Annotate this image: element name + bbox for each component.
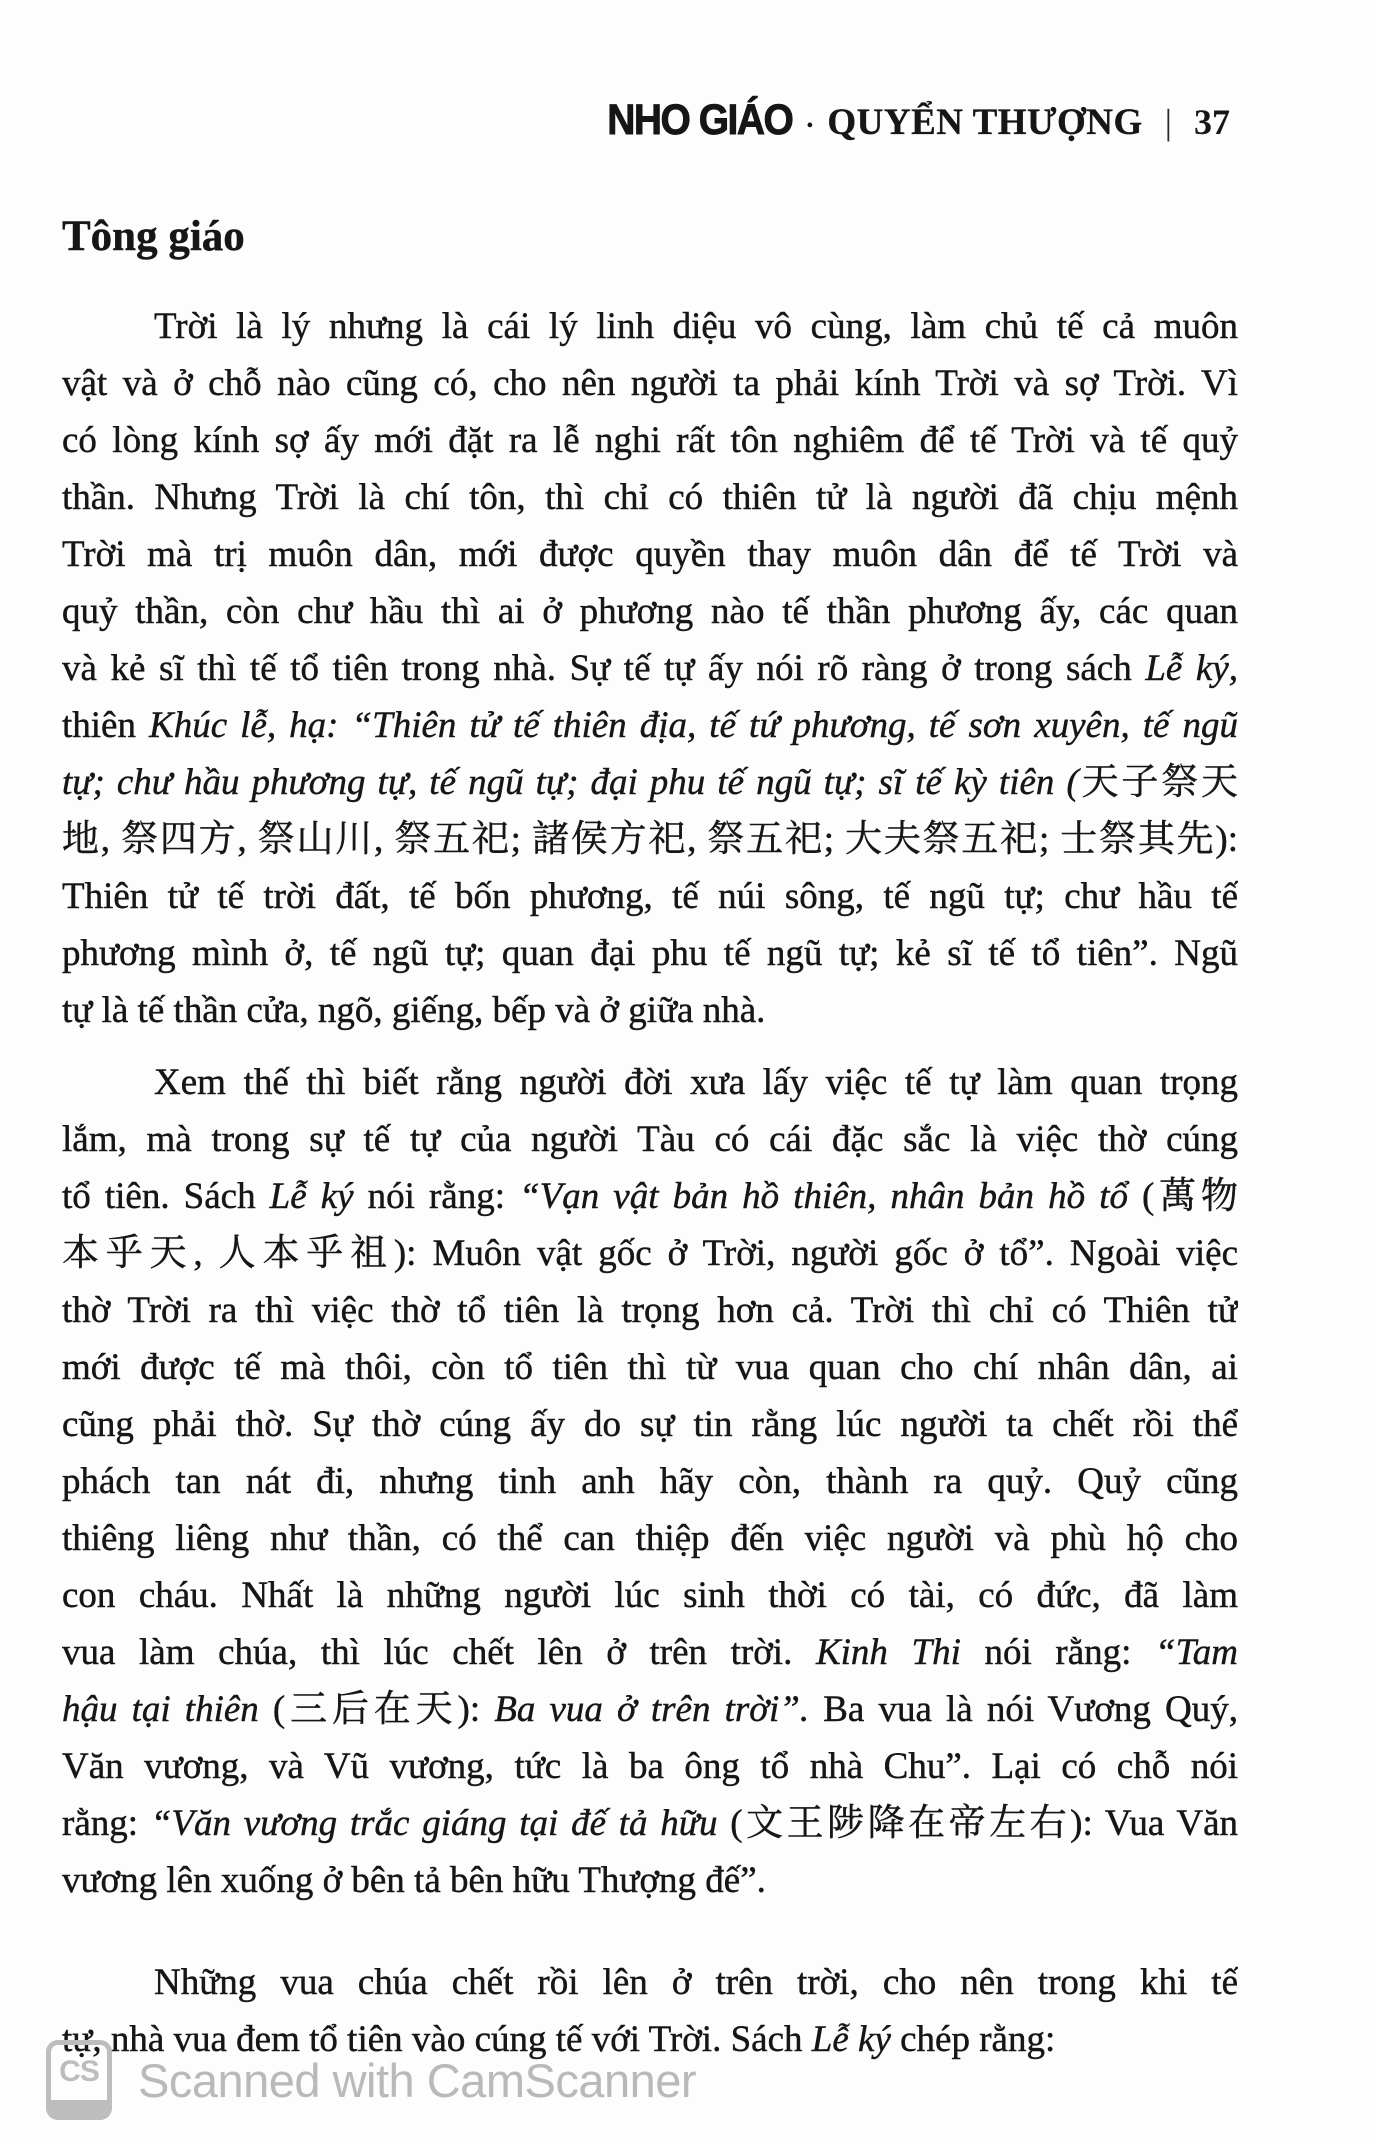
text-segment: tự là tế thần cửa, ngõ, giếng, bếp và ở giữa nhà.: [62, 990, 766, 1031]
book-title: NHO GIÁO: [607, 96, 793, 144]
page-header: [607, 96, 1230, 144]
body-paragraphs: [62, 298, 1238, 2068]
text-line: [62, 1282, 1238, 1339]
text-segment: tự; chư hầu phương tự, tế ngũ tự; đại phu tế ngũ tự; sĩ tế kỳ tiên (: [62, 762, 1079, 803]
dot-separator-icon: •: [806, 114, 814, 137]
text-segment: cũng phải thờ. Sự thờ cúng ấy do sự tin rằng lúc người ta chết rồi thể: [62, 1404, 1238, 1445]
text-segment: có lòng kính sợ ấy mới đặt ra lễ nghi rất tôn nghiêm để tế Trời và tế quỷ: [62, 420, 1238, 461]
text-line: [62, 1396, 1238, 1453]
text-segment: (三后在天):: [272, 1689, 495, 1730]
text-segment: Khúc lễ, hạ: “Thiên tử tế thiên địa, tế tứ phương, tế sơn xuyên, tế ngũ: [149, 705, 1238, 746]
text-line: [62, 355, 1238, 412]
text-segment: nói rằng:: [960, 1632, 1156, 1673]
text-line: [62, 1339, 1238, 1396]
text-segment: Những vua chúa chết rồi lên ở trên trời, cho nên trong khi tế: [154, 1962, 1238, 2003]
text-line: [62, 1738, 1238, 1795]
camscanner-logo-icon: [46, 2040, 112, 2120]
text-segment: và kẻ sĩ thì tế tổ tiên trong nhà. Sự tế tự ấy nói rõ ràng ở trong sách: [62, 648, 1146, 689]
text-segment: rằng:: [62, 1803, 151, 1844]
text-line: [62, 412, 1238, 469]
camscanner-logo-bar: [51, 2100, 107, 2115]
text-line: [62, 469, 1238, 526]
text-segment: vương lên xuống ở bên tả bên hữu Thượng đế”.: [62, 1860, 766, 1901]
text-line: [62, 1054, 1238, 1111]
text-segment: thần. Nhưng Trời là chí tôn, thì chỉ có thiên tử là người đã chịu mệnh: [62, 477, 1238, 518]
text-segment: thiên: [62, 705, 150, 746]
text-segment: 地, 祭四方, 祭山川, 祭五祀; 諸侯方祀, 祭五祀; 大夫祭五祀; 士祭其先):: [62, 819, 1238, 860]
text-segment: Ba vua ở trên trời”.: [494, 1689, 810, 1730]
text-segment: vật và ở chỗ nào cũng có, cho nên người ta phải kính Trời và sợ Trời. Vì: [62, 363, 1238, 404]
text-segment: Trời là lý nhưng là cái lý linh diệu vô cùng, làm chủ tế cả muôn: [154, 306, 1238, 347]
text-line: [62, 1954, 1238, 2011]
text-segment: “Vạn vật bản hồ thiên, nhân bản hồ tổ: [519, 1176, 1143, 1217]
text-segment: vua làm chúa, thì lúc chết lên ở trên trời.: [62, 1632, 816, 1673]
text-line: [62, 1681, 1238, 1738]
text-segment: thiêng liêng như thần, có thể can thiệp đến việc người và phù hộ cho: [62, 1518, 1238, 1559]
text-line: [62, 1567, 1238, 1624]
text-line: [62, 982, 1238, 1039]
header-divider: |: [1164, 102, 1172, 142]
text-segment: Ba vua là nói Vương Quý,: [809, 1689, 1238, 1730]
watermark-text: Scanned with CamScanner: [138, 2053, 697, 2107]
text-line: [62, 1510, 1238, 1567]
text-segment: tổ tiên. Sách: [62, 1176, 270, 1217]
text-segment: Kinh Thi: [815, 1632, 961, 1673]
paragraph: [62, 298, 1238, 1039]
text-segment: hậu tại thiên: [62, 1689, 273, 1730]
text-line: [62, 526, 1238, 583]
text-segment: Lễ ký: [811, 2019, 891, 2060]
text-line: [62, 583, 1238, 640]
paragraph: [62, 1054, 1238, 1909]
text-segment: 本乎天, 人本乎祖): Muôn vật gốc ở Trời, người gốc ở tổ”. Ngoài việc: [62, 1233, 1238, 1274]
camscanner-logo-label: CS: [59, 2055, 99, 2088]
section-title: Tông giáo: [62, 213, 245, 260]
text-line: [62, 754, 1238, 811]
text-line: [62, 298, 1238, 355]
text-line: [62, 1111, 1238, 1168]
text-segment: Lễ ký,: [1145, 648, 1238, 689]
text-line: [62, 1453, 1238, 1510]
text-line: [62, 925, 1238, 982]
text-segment: Thiên tử tế trời đất, tế bốn phương, tế núi sông, tế ngũ tự; chư hầu tế: [62, 876, 1238, 917]
text-line: [62, 868, 1238, 925]
text-segment: (萬物: [1142, 1176, 1238, 1217]
text-segment: phương mình ở, tế ngũ tự; quan đại phu tế ngũ tự; kẻ sĩ tế tổ tiên”. Ngũ: [62, 933, 1238, 974]
text-segment: “Tam: [1155, 1632, 1238, 1673]
text-segment: quỷ thần, còn chư hầu thì ai ở phương nào tế thần phương ấy, các quan: [62, 591, 1238, 632]
text-segment: thờ Trời ra thì việc thờ tổ tiên là trọng hơn cả. Trời thì chỉ có Thiên tử: [62, 1290, 1238, 1331]
text-segment: phách tan nát đi, nhưng tinh anh hãy còn, thành ra quỷ. Quỷ cũng: [62, 1461, 1238, 1502]
text-segment: mới được tế mà thôi, còn tổ tiên thì từ vua quan cho chí nhân dân, ai: [62, 1347, 1238, 1388]
text-line: [62, 811, 1238, 868]
page-number: 37: [1194, 102, 1230, 142]
text-line: [62, 640, 1238, 697]
volume-title: QUYỂN THƯỢNG: [827, 102, 1143, 143]
text-segment: (文王陟降在帝左右): Vua Văn: [730, 1803, 1238, 1844]
text-segment: 天子祭天: [1078, 762, 1238, 803]
text-line: [62, 1225, 1238, 1282]
text-line: [62, 1624, 1238, 1681]
text-segment: Xem thế thì biết rằng người đời xưa lấy việc tế tự làm quan trọng: [154, 1062, 1238, 1103]
text-segment: nói rằng:: [353, 1176, 520, 1217]
text-line: [62, 1795, 1238, 1852]
text-segment: lắm, mà trong sự tế tự của người Tàu có cái đặc sắc là việc thờ cúng: [62, 1119, 1238, 1160]
text-line: [62, 1168, 1238, 1225]
text-segment: con cháu. Nhất là những người lúc sinh thời có tài, có đức, đã làm: [62, 1575, 1238, 1616]
text-segment: Trời mà trị muôn dân, mới được quyền thay muôn dân để tế Trời và: [62, 534, 1238, 575]
text-segment: chép rằng:: [890, 2019, 1056, 2060]
text-line: [62, 697, 1238, 754]
text-segment: “Văn vương trắc giáng tại đế tả hữu: [150, 1803, 731, 1844]
text-segment: Lễ ký: [269, 1176, 354, 1217]
text-segment: Văn vương, và Vũ vương, tức là ba ông tổ nhà Chu”. Lại có chỗ nói: [62, 1746, 1238, 1787]
text-segment: tự, nhà vua đem tổ tiên vào cúng tế với Trời. Sách: [62, 2019, 812, 2060]
text-line: [62, 1852, 1238, 1909]
camscanner-watermark: [46, 2040, 696, 2120]
